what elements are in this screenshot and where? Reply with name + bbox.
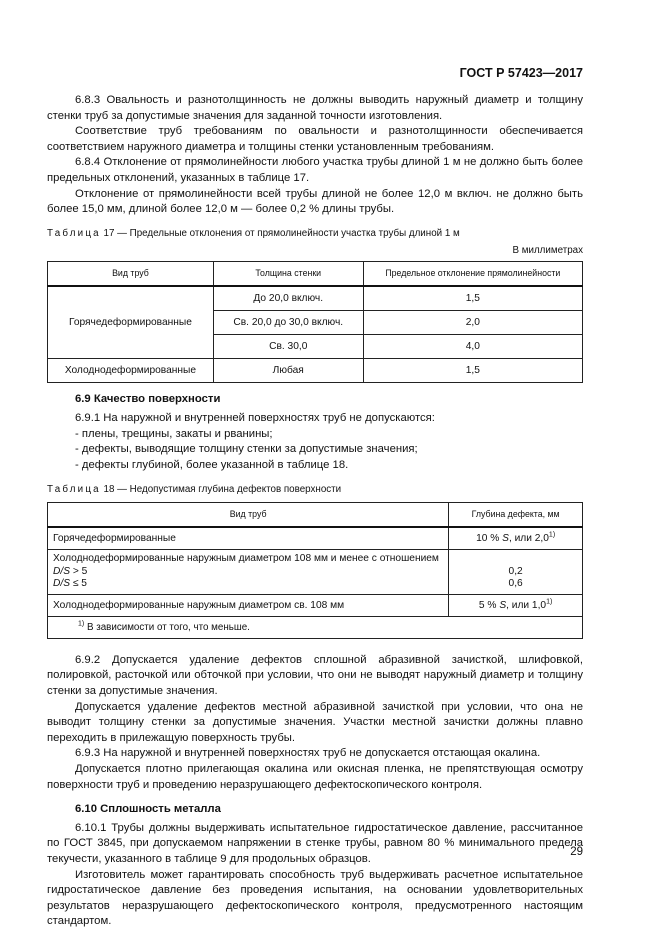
table-18-hot-depth: [449, 527, 583, 550]
cold-small-type-text: Холоднодеформированные наружным диаметром 108 мм и менее с отношением: [53, 553, 439, 565]
table-17: [47, 261, 583, 383]
table-18-footnote-row: [48, 616, 583, 638]
table-18-caption: [47, 483, 583, 496]
footnote-marker: 1): [78, 620, 85, 628]
depth-variable: S: [499, 599, 507, 611]
paragraph-6-10-1-guarantee: Изготовитель может гарантировать способность труб выдерживать расчетное испытательное гидростатическое давление без проведения испытания, на основании удовлетворительных результатов неразрушающего дефектоскопического контроля, предусмотренного настоящим стандартом.: [47, 868, 583, 928]
paragraph-6-9-3-scale: Допускается плотно прилегающая окалина или окисная пленка, не препятствующая осмотру поверхности труб и проведению неразрушающего дефектоскопического контроля.: [47, 762, 583, 791]
ratio-line-2: [53, 578, 443, 591]
paragraph-6-8-4: 6.8.4 Отклонение от прямолинейности любого участка трубы длиной 1 м не должно быть более предельных отклонений, указанных в таблице 17.: [47, 156, 583, 184]
table-cell-deviation: 1,5: [363, 286, 582, 311]
table-18-footnote: [48, 616, 583, 638]
paragraph-6-9-2-local: Допускается удаление дефектов местной абразивной зачисткой при условии, что она не выводит толщину стенки за допустимые значения. Участки местной зачистки должны плавно переходить в прилежащую поверхность трубы.: [47, 700, 583, 744]
table-row: [48, 286, 583, 311]
page-content: [47, 93, 583, 930]
table-18-header-type: Вид труб: [48, 503, 449, 528]
table-18-caption-prefix: Таблица: [47, 484, 101, 496]
table-17-caption-text: 17 — Предельные отклонения от прямолинейности участка трубы длиной 1 м: [100, 227, 460, 239]
document-code: ГОСТ Р 57423—2017: [459, 66, 583, 80]
depth-prefix: 10 %: [476, 533, 503, 545]
table-18-header-depth: Глубина дефекта, мм: [449, 503, 583, 528]
table-17-caption: [47, 227, 583, 240]
paragraph-6-8-3: 6.8.3 Овальность и разнотолщинность не должны выводить наружный диаметр и толщину стенки труб за допустимые значения для заданной точности изготовления.: [47, 94, 583, 122]
table-17-caption-prefix: Таблица: [47, 227, 101, 239]
table-cell-thickness: До 20,0 включ.: [213, 286, 363, 311]
table-18-caption-text: 18 — Недопустимая глубина дефектов поверхности: [100, 484, 342, 496]
table-17-header-type: Вид труб: [48, 262, 214, 287]
table-cell-deviation: 4,0: [363, 335, 582, 359]
ratio-value: ≤ 5: [69, 578, 87, 590]
ratio-line-1: [53, 566, 443, 579]
list-item: - плены, трещины, закаты и рванины;: [75, 427, 273, 440]
table-row: [48, 359, 583, 383]
depth-value: 0,6: [508, 578, 523, 590]
table-17-header-thickness: Толщина стенки: [213, 262, 363, 287]
table-17-header-deviation: Предельное отклонение прямолинейности: [363, 262, 582, 287]
table-row: [48, 527, 583, 550]
ratio-value: > 5: [69, 565, 88, 577]
table-cell-thickness: Св. 30,0: [213, 335, 363, 359]
paragraph-6-10-1: 6.10.1 Трубы должны выдерживать испытательное гидростатическое давление, рассчитанное по ГОСТ 3845, при допускаемом напряжении в стенке трубы, равном 80 % минимального предела текучести, указанного в таблице 9 для продольных образцов.: [47, 821, 583, 865]
table-row: [48, 550, 583, 595]
table-18-cold-small-depth: [449, 550, 583, 595]
depth-value: 0,2: [508, 565, 523, 577]
table-cell-thickness: Любая: [213, 359, 363, 383]
table-17-units: В миллиметрах: [512, 244, 583, 256]
paragraph-6-9-2: 6.9.2 Допускается удаление дефектов сплошной абразивной зачисткой, шлифовкой, полировкой, расточкой или обточкой при условии, что они не выводят наружный диаметр и толщину стенки за допустимые значения.: [47, 653, 583, 697]
paragraph-6-8-3-compliance: Соответствие труб требованиям по овальности и разнотолщинности обеспечивается соответствием наружного диаметра и толщины стенки установленным требованиям.: [47, 125, 583, 153]
footnote-ref: 1): [546, 598, 553, 606]
depth-suffix: , или 1,0: [506, 599, 547, 611]
list-item: - дефекты глубиной, более указанной в таблице 18.: [75, 458, 349, 471]
depth-suffix: , или 2,0: [508, 533, 549, 545]
table-cell-deviation: 2,0: [363, 311, 582, 335]
footnote-text: В зависимости от того, что меньше.: [84, 621, 250, 633]
paragraph-6-8-4-total: Отклонение от прямолинейности всей трубы длиной не более 12,0 м включ. не должно быть более 15,0 мм, длиной более 12,0 м — более 0,2 % длины трубы.: [47, 187, 583, 216]
paragraph-6-9-3: 6.9.3 На наружной и внутренней поверхностях труб не допускается отстающая окалина.: [75, 747, 541, 760]
table-row: [48, 594, 583, 616]
page-number: 29: [570, 846, 583, 858]
paragraph-6-9-1: 6.9.1 На наружной и внутренней поверхностях труб не допускаются:: [75, 411, 435, 424]
footnote-ref: 1): [548, 531, 556, 539]
table-17-header-row: [48, 262, 583, 287]
section-6-10-heading: 6.10 Сплошность металла: [75, 803, 221, 816]
table-18-header-row: [48, 503, 583, 528]
table-18-cold-large-depth: [449, 594, 583, 616]
table-18-cold-small-type: [48, 550, 449, 595]
table-cell-thickness: Св. 20,0 до 30,0 включ.: [213, 311, 363, 335]
ratio-variable: D/S: [53, 578, 70, 590]
table-18-hot-type: Горячедеформированные: [48, 527, 449, 550]
ratio-variable: D/S: [53, 565, 70, 577]
depth-variable: S: [502, 533, 509, 545]
depth-prefix: 5 %: [478, 599, 500, 611]
table-17-hot-type: Горячедеформированные: [48, 286, 214, 359]
table-18-cold-large-type: Холоднодеформированные наружным диаметром св. 108 мм: [48, 594, 449, 616]
section-6-9-heading: 6.9 Качество поверхности: [75, 393, 221, 406]
table-cell-deviation: 1,5: [363, 359, 582, 383]
list-item: - дефекты, выводящие толщину стенки за допустимые значения;: [75, 443, 418, 456]
table-18: [47, 502, 583, 639]
table-17-cold-type: Холоднодеформированные: [48, 359, 214, 383]
